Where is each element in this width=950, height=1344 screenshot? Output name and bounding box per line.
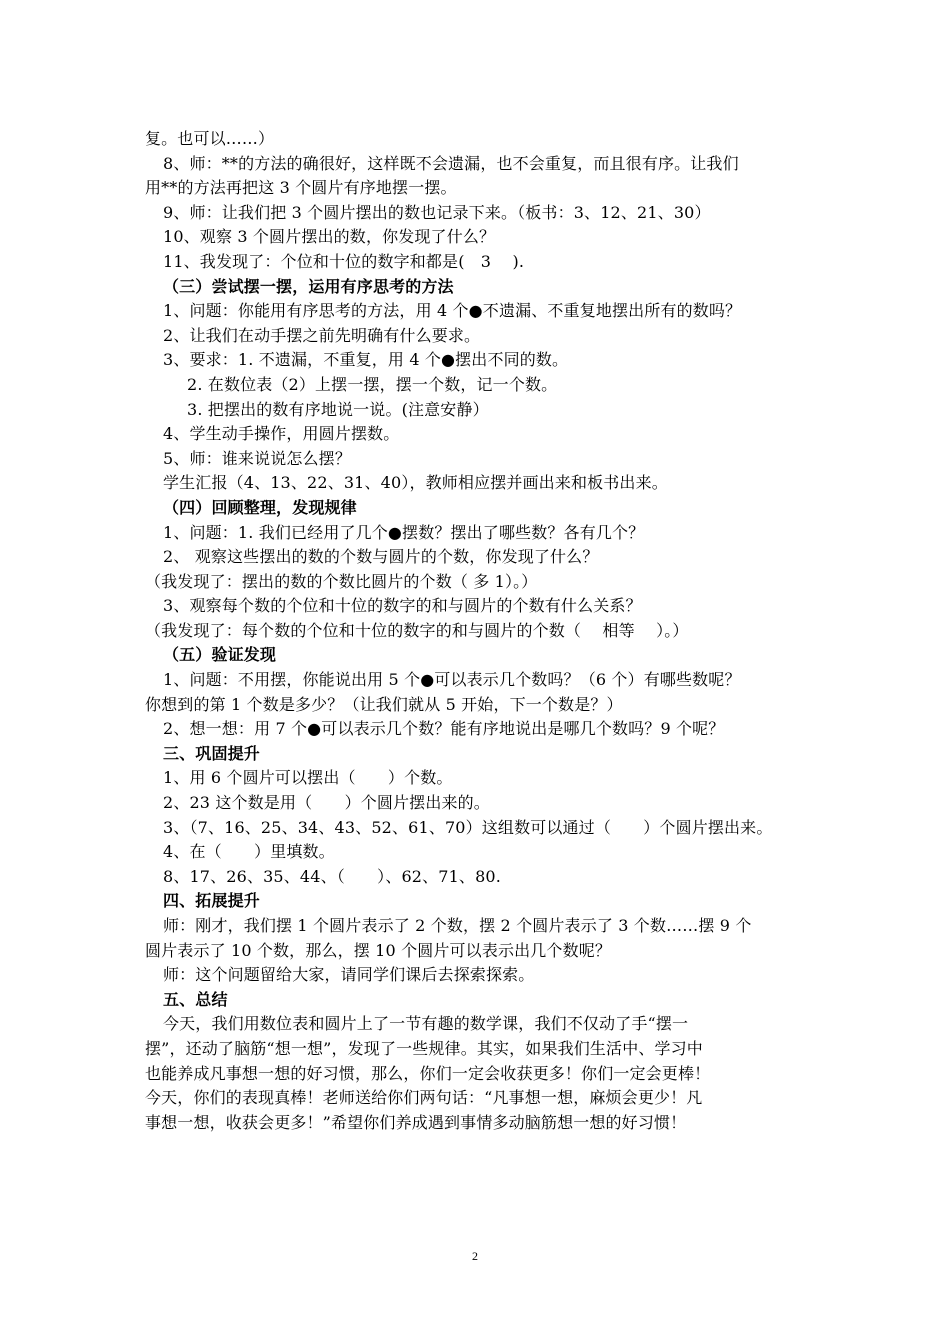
text-line: 3、要求：1. 不遗漏，不重复，用 4 个●摆出不同的数。 xyxy=(163,350,569,370)
text-line: 2、 观察这些摆出的数的个数与圆片的个数，你发现了什么？ xyxy=(163,547,599,567)
text-line: 1、问题：1. 我们已经用了几个●摆数？摆出了哪些数？各有几个？ xyxy=(163,522,645,542)
text-line: 2、让我们在动手摆之前先明确有什么要求。 xyxy=(163,325,481,345)
text-line: 师：刚才，我们摆 1 个圆片表示了 2 个数，摆 2 个圆片表示了 3 个数……摆 9 个 xyxy=(163,916,752,935)
text-line: 11、我发现了：个位和十位的数字和都是( 3 ). xyxy=(163,251,525,271)
section-heading: （四）回顾整理，发现规律 xyxy=(163,497,357,517)
document-body xyxy=(145,127,815,1135)
text-line: 10、观察 3 个圆片摆出的数，你发现了什么？ xyxy=(163,227,496,247)
text-line: 今天，我们用数位表和圆片上了一节有趣的数学课，我们不仅动了手“摆一 xyxy=(163,1014,689,1034)
text-line: 4、学生动手操作，用圆片摆数。 xyxy=(163,424,400,444)
section-heading: 三、巩固提升 xyxy=(163,743,260,763)
text-line: 8、17、26、35、44、（ ）、62、71、80. xyxy=(163,866,501,886)
text-line: 3、（7、16、25、34、43、52、61、70）这组数可以通过（ ）个圆片摆出来。 xyxy=(163,817,773,837)
text-line: （我发现了：摆出的数的个数比圆片的个数（ 多 1）。） xyxy=(145,571,538,591)
text-line: 1、问题：不用摆，你能说出用 5 个●可以表示几个数吗？（6 个）有哪些数呢？ xyxy=(163,670,741,690)
text-line: 师：这个问题留给大家，请同学们课后去探索探索。 xyxy=(163,965,535,985)
text-line: 4、在（ ）里填数。 xyxy=(163,842,335,862)
text-line: （我发现了：每个数的个位和十位的数字的和与圆片的个数（ 相等 ）。） xyxy=(145,620,689,640)
text-line: 1、问题：你能用有序思考的方法，用 4 个●不遗漏、不重复地摆出所有的数吗？ xyxy=(163,301,742,321)
section-heading: （五）验证发现 xyxy=(163,645,277,665)
text-line: 3、观察每个数的个位和十位的数字的和与圆片的个数有什么关系？ xyxy=(163,596,642,616)
text-line: 5、师：谁来说说怎么摆？ xyxy=(163,448,351,468)
text-line: 学生汇报（4、13、22、31、40），教师相应摆并画出来和板书出来。 xyxy=(163,473,668,493)
text-line: 事想一想，收获会更多！”希望你们养成遇到事情多动脑筋想一想的好习惯！ xyxy=(145,1112,687,1132)
text-line: 9、师：让我们把 3 个圆片摆出的数也记录下来。（板书：3、12、21、30） xyxy=(163,202,711,222)
section-heading: 五、总结 xyxy=(163,989,228,1009)
text-line: 2. 在数位表（2）上摆一摆，摆一个数，记一个数。 xyxy=(187,374,558,394)
text-line: 你想到的第 1 个数是多少？（让我们就从 5 开始，下一个数是？） xyxy=(145,694,623,714)
text-line: 复。也可以……） xyxy=(145,129,275,148)
text-line: 今天，你们的表现真棒！老师送给你们两句话：“凡事想一想，麻烦会更少！凡 xyxy=(145,1088,703,1108)
text-line: 2、想一想：用 7 个●可以表示几个数？能有序地说出是哪几个数吗？9 个呢？ xyxy=(163,719,725,739)
section-heading: （三）尝试摆一摆，运用有序思考的方法 xyxy=(163,276,454,296)
page-number: 2 xyxy=(472,1249,478,1263)
text-line: 圆片表示了 10 个数，那么，摆 10 个圆片可以表示出几个数呢？ xyxy=(145,940,612,960)
text-line: 8、师：**的方法的确很好，这样既不会遗漏，也不会重复，而且很有序。让我们 xyxy=(163,153,739,173)
text-line: 摆”，还动了脑筋“想一想”，发现了一些规律。其实，如果我们生活中、学习中 xyxy=(145,1038,703,1058)
text-line: 用**的方法再把这 3 个圆片有序地摆一摆。 xyxy=(145,178,457,198)
text-line: 3. 把摆出的数有序地说一说。(注意安静） xyxy=(187,399,489,419)
section-heading: 四、拓展提升 xyxy=(163,891,260,911)
text-line: 2、23 这个数是用（ ）个圆片摆出来的。 xyxy=(163,793,490,813)
text-line: 也能养成凡事想一想的好习惯，那么，你们一定会收获更多！你们一定会更棒！ xyxy=(145,1063,711,1083)
text-line: 1、用 6 个圆片可以摆出（ ）个数。 xyxy=(163,768,453,788)
